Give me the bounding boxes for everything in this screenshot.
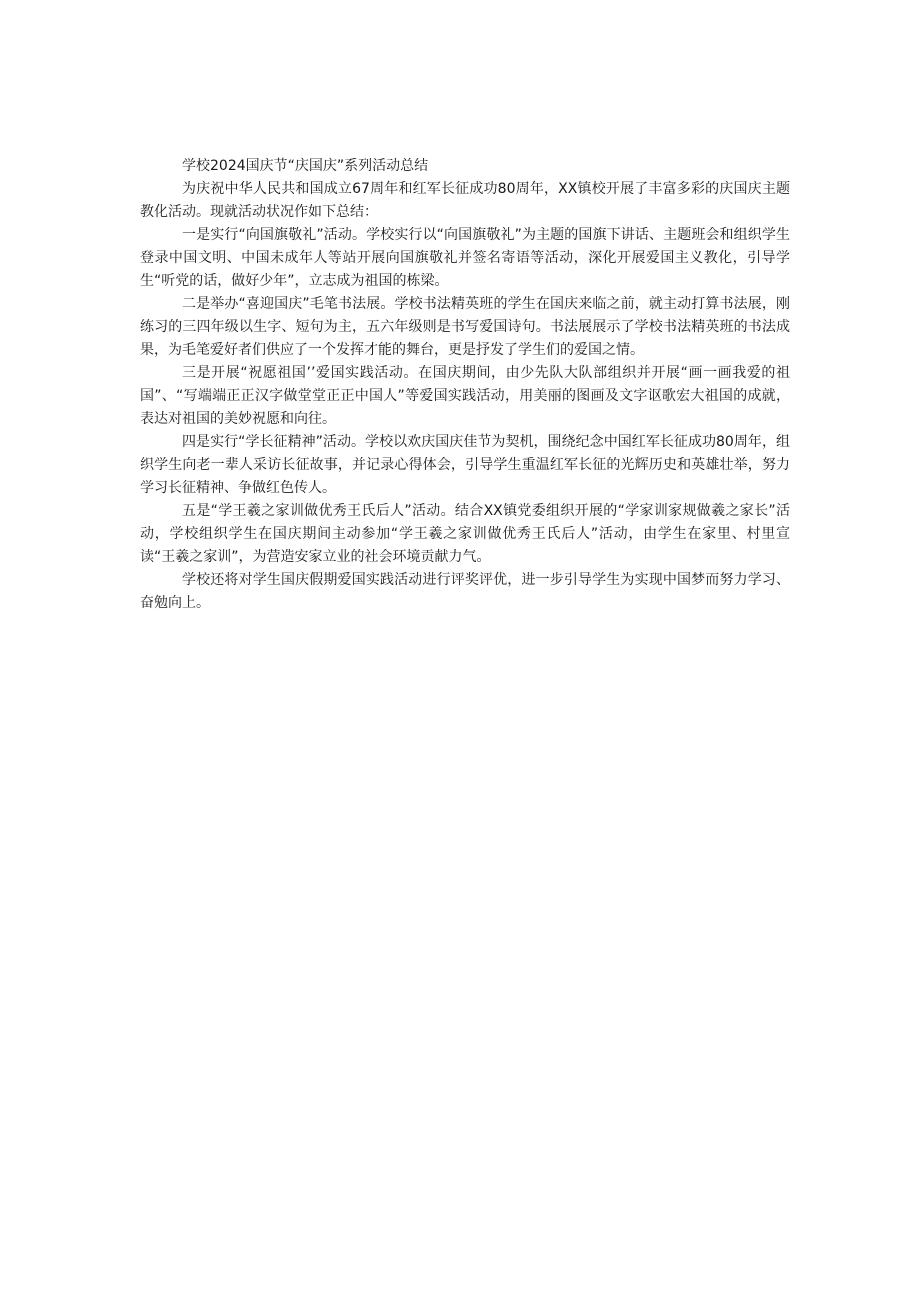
document-body — [140, 155, 790, 615]
paragraph-patriotic-practice: 三是开展“祝愿祖国’’爱国实践活动。在国庆期间，由少先队大队部组织并开展“画一画我爱的祖国”、“写端端正正汉字做堂堂正正中国人”等爱国实践活动，用美丽的图画及文字讴歌宏大祖国的成就，表达对祖国的美妙祝愿和向往。 — [140, 365, 790, 427]
paragraph-long-march: 四是实行“学长征精神”活动。学校以欢庆国庆佳节为契机，围绕纪念中国红军长征成功80周年，组织学生向老一辈人采访长征故事，并记录心得体会，引导学生重温红军长征的光辉历史和英雄壮举，努力学习长征精神、争做红色传人。 — [140, 434, 790, 496]
paragraph-calligraphy: 二是举办“喜迎国庆”毛笔书法展。学校书法精英班的学生在国庆来临之前，就主动打算书法展，刚练习的三四年级以生字、短句为主，五六年级则是书写爱国诗句。书法展展示了学校书法精英班的书法成果，为毛笔爱好者们供应了一个发挥才能的舞台，更是抒发了学生们的爱国之情。 — [140, 296, 790, 358]
paragraph-conclusion: 学校还将对学生国庆假期爱国实践活动进行评奖评优，进一步引导学生为实现中国梦而努力学习、奋勉向上。 — [140, 572, 790, 611]
paragraph-flag-salute: 一是实行“向国旗敬礼”活动。学校实行以“向国旗敬礼”为主题的国旗下讲话、主题班会和组织学生登录中国文明、中国未成年人等站开展向国旗敬礼并签名寄语等活动，深化开展爱国主义教化，引导学生“听党的话，做好少年”，立志成为祖国的栋梁。 — [140, 227, 790, 289]
document-title: 学校2024国庆节“庆国庆”系列活动总结 — [182, 158, 429, 174]
paragraph-intro: 为庆祝中华人民共和国成立67周年和红军长征成功80周年，XX镇校开展了丰富多彩的庆国庆主题教化活动。现就活动状况作如下总结： — [140, 181, 790, 220]
paragraph-family-rules: 五是“学王羲之家训做优秀王氏后人”活动。结合XX镇党委组织开展的“学家训家规做羲之家长”活动，学校组织学生在国庆期间主动参加“学王羲之家训做优秀王氏后人”活动，由学生在家里、村里宣读“王羲之家训”，为营造安家立业的社会环境贡献力气。 — [140, 503, 790, 565]
